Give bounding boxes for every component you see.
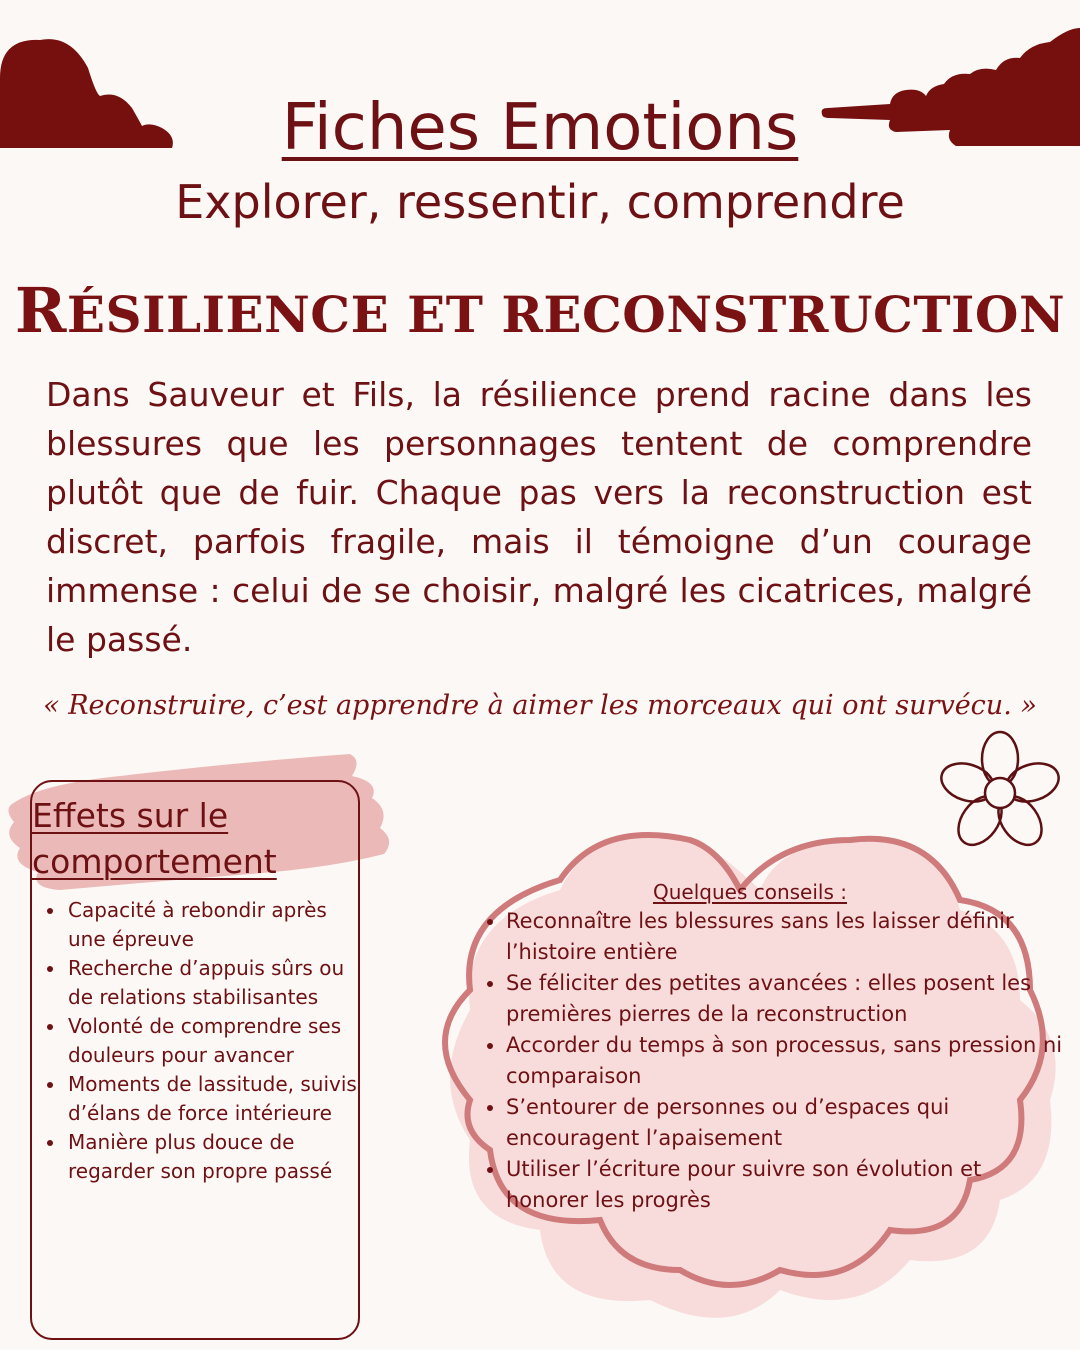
page-subtitle: Explorer, ressentir, comprendre [175,175,905,229]
tips-title [470,878,1030,906]
list-item: • Reconnaître les blessures sans les laisser définir l’histoire entière [506,906,1066,968]
list-item: • Moments de lassitude, suivis d’élans de force intérieure [66,1070,366,1128]
list-item: • Capacité à rebondir après une épreuve [66,896,366,954]
page-title [0,88,1080,168]
list-item: • Accorder du temps à son processus, sans pression ni comparaison [506,1030,1066,1092]
tips-title-text: Quelques conseils : [653,880,847,904]
quote: « Reconstruire, c’est apprendre à aimer les morceaux qui ont survécu. » [43,690,1037,721]
section-heading-initial: R [14,274,67,347]
list-item: • Recherche d’appuis sûrs ou de relations stabilisantes [66,954,366,1012]
effects-title-text: Effets sur le comportement [32,796,277,881]
intro-paragraph: Dans Sauveur et Fils, la résilience prend racine dans les blessures que les personnages tentent de comprendre plutôt que de fuir. Chaque pas vers la reconstruction est discret, parfois fragile, mais il témoigne d’un courage immense : celui de se choisir, malgré les cicatrices, malgré le passé. [46,375,1032,659]
list-item: • S’entourer de personnes ou d’espaces qui encouragent l’apaisement [506,1092,1066,1154]
effects-title [32,793,352,885]
list-item: • Utiliser l’écriture pour suivre son évolution et honorer les progrès [506,1154,1066,1216]
tips-list [478,906,1066,1216]
section-heading [0,276,1080,350]
flower-icon [940,728,1060,853]
effects-list [44,896,366,1186]
section-heading-rest: ÉSILIENCE ET RECONSTRUCTION [66,285,1066,344]
list-item: • Manière plus douce de regarder son propre passé [66,1128,366,1186]
list-item: • Volonté de comprendre ses douleurs pour avancer [66,1012,366,1070]
list-item: • Se féliciter des petites avancées : elles posent les premières pierres de la reconstruction [506,968,1066,1030]
page-title-text: Fiches Emotions [281,91,799,165]
